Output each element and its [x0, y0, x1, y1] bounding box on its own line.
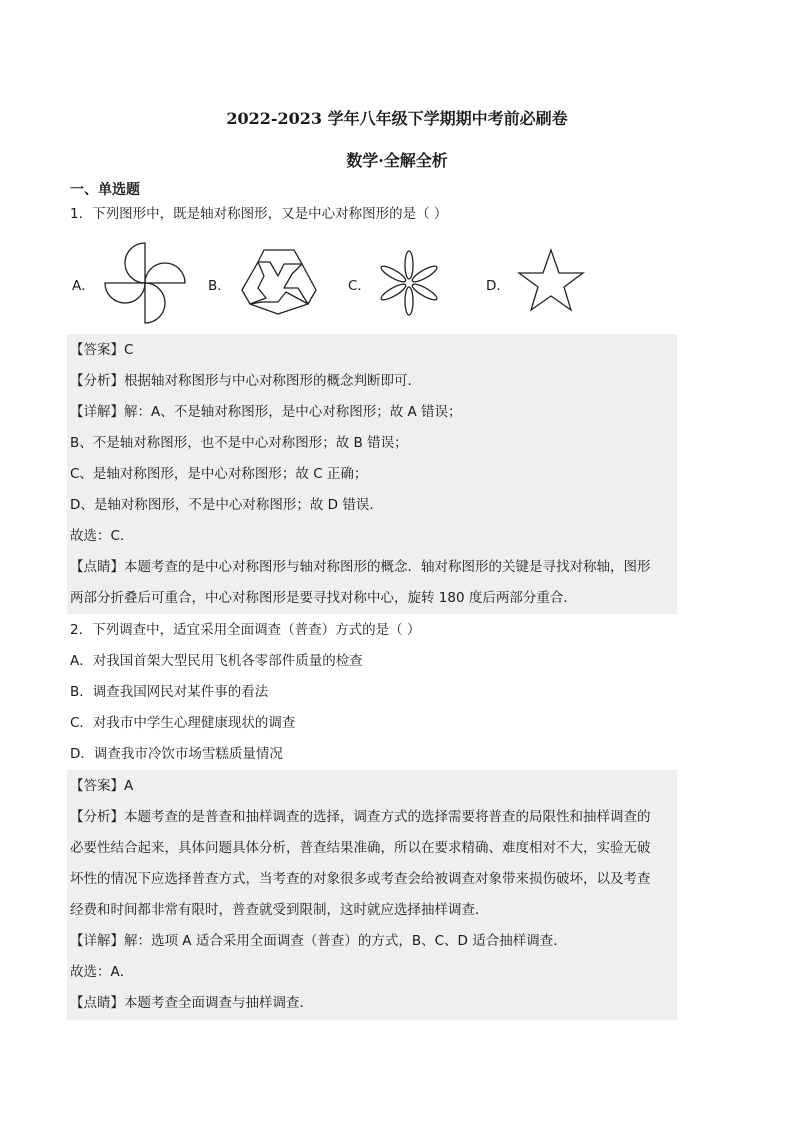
q2-detail: 【详解】解：选项 A 适合采用全面调查（普查）的方式，B、C、D 适合抽样调查． — [70, 933, 567, 949]
q1-detail-line-1: 【详解】解：A、不是轴对称图形，是中心对称图形；故 A 错误； — [70, 404, 462, 420]
q1-detail-line-2: B、不是轴对称图形，也不是中心对称图形；故 B 错误； — [70, 435, 408, 451]
q2-analysis-line-3: 坏性的情况下应选择普查方式，当考查的对象很多或考查会给被调查对象带来损伤破坏，以及考查 — [70, 871, 651, 887]
q1-stem: 1．下列图形中，既是轴对称图形，又是中心对称图形的是（ ） — [70, 206, 448, 222]
q1-comment-line-1: 【点睛】本题考查的是中心对称图形与轴对称图形的概念．轴对称图形的关键是寻找对称轴，图形 — [70, 559, 651, 575]
q2-analysis-line-2: 必要性结合起来，具体问题具体分析，普查结果准确，所以在要求精确、难度相对不大，实验无破 — [70, 840, 651, 856]
page-subtitle: 数学·全解全析 — [346, 151, 448, 170]
q1-answer: 【答案】C — [70, 342, 134, 358]
q2-option-c: C．对我市中学生心理健康现状的调查 — [70, 715, 296, 731]
q2-option-a: A．对我国首架大型民用飞机各零部件质量的检查 — [70, 653, 363, 669]
q1-option-c-label: C． — [348, 278, 371, 294]
q1-choice: 故选：C. — [70, 528, 125, 544]
q2-option-b: B．调查我国网民对某件事的看法 — [70, 684, 269, 700]
q2-analysis-line-4: 经费和时间都非常有限时，普查就受到限制，这时就应选择抽样调查． — [70, 902, 489, 918]
q1-option-a-label: A． — [72, 278, 95, 294]
q1-option-b-label: B． — [208, 278, 231, 294]
q1-analysis: 【分析】根据轴对称图形与中心对称图形的概念判断即可． — [70, 373, 421, 389]
pinwheel-icon — [100, 240, 190, 326]
q2-stem: 2．下列调查中，适宜采用全面调查（普查）方式的是（ ） — [70, 622, 421, 638]
q1-detail-line-3: C、是轴对称图形，是中心对称图形；故 C 正确； — [70, 466, 368, 482]
q1-detail-line-4: D、是轴对称图形，不是中心对称图形；故 D 错误. — [70, 497, 374, 513]
flower-petals-icon — [374, 248, 444, 318]
q2-answer: 【答案】A — [70, 778, 134, 794]
section-heading: 一、单选题 — [70, 182, 140, 198]
q2-choice: 故选：A． — [70, 964, 134, 980]
q1-option-d-label: D． — [486, 278, 510, 294]
q2-analysis-line-1: 【分析】本题考查的是普查和抽样调查的选择，调查方式的选择需要将普查的局限性和抽样调查的 — [70, 809, 651, 825]
q2-comment: 【点睛】本题考查全面调查与抽样调查． — [70, 995, 313, 1011]
star-icon — [516, 246, 586, 316]
q2-option-d: D．调查我市冷饮市场雪糕质量情况 — [70, 746, 283, 762]
triangle-arrows-icon — [238, 246, 320, 318]
page-title: 2022-2023 学年八年级下学期期中考前必刷卷 — [226, 109, 568, 128]
q1-comment-line-2: 两部分折叠后可重合，中心对称图形是要寻找对称中心，旋转 180 度后两部分重合． — [70, 590, 577, 606]
